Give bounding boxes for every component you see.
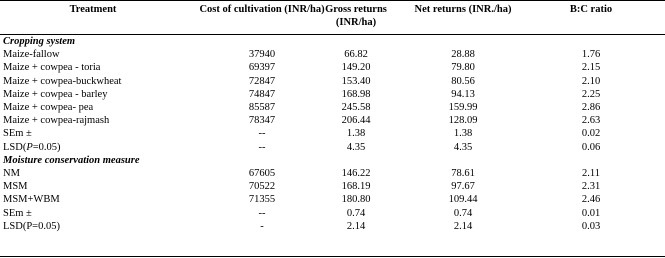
table-row [0, 88, 665, 101]
cell-treatment: LSD(P=0.05) [3, 220, 60, 232]
cell-bc-ratio: 2.86 [581, 102, 601, 113]
cell-cost: 78347 [248, 115, 276, 127]
cell-gross: 206.44 [341, 115, 371, 127]
table-row [0, 141, 665, 154]
cell-bc-ratio: 0.02 [581, 128, 601, 140]
cell-treatment: Maize + cowpea- pea [3, 102, 94, 113]
cell-cost: 85587 [248, 102, 276, 113]
cell-cost: -- [258, 128, 266, 140]
cell-bc-ratio: 2.31 [581, 181, 601, 193]
cell-net: 0.74 [453, 207, 473, 219]
cell-bc-ratio: 2.15 [581, 62, 601, 74]
cell-bc-ratio: 1.76 [581, 49, 601, 61]
cell-treatment: Maize + cowpea-rajmash [3, 115, 110, 127]
cell-cost: 71355 [248, 194, 276, 206]
cell-bc-ratio: 0.06 [581, 141, 601, 153]
cell-cost: -- [258, 207, 266, 219]
cell-cost: -- [258, 141, 266, 153]
cell-bc-ratio: 2.63 [581, 115, 601, 127]
cell-net: 78.61 [451, 168, 475, 179]
cell-treatment: LSD(P=0.05) [3, 141, 61, 153]
cell-gross: 66.82 [344, 49, 368, 61]
cell-treatment: Maize + cowpea - toria [3, 62, 101, 74]
cell-net: 159.99 [448, 102, 478, 113]
cell-treatment: Maize-fallow [3, 49, 60, 61]
cell-bc-ratio: 2.25 [581, 88, 601, 100]
cell-gross: 180.80 [341, 194, 371, 206]
cell-gross: 2.14 [346, 220, 366, 232]
table-row [0, 114, 665, 127]
section-heading-row [0, 35, 665, 48]
cell-treatment: Maize + cowpea-buckwheat [3, 75, 122, 87]
cell-treatment: SEm ± [3, 128, 32, 140]
header-treatment: Treatment [69, 4, 117, 15]
cell-net: 79.80 [451, 62, 475, 74]
cell-bc-ratio: 0.03 [581, 220, 601, 232]
cell-gross: 168.19 [341, 181, 371, 193]
cell-gross: 0.74 [346, 207, 366, 219]
cell-net: 1.38 [453, 128, 473, 140]
header-bc-ratio: B:C ratio [569, 4, 613, 15]
table-row [0, 75, 665, 88]
table-row [0, 220, 665, 233]
cell-gross: 153.40 [341, 75, 371, 87]
section-heading: Moisture conservation measure [3, 154, 140, 166]
cell-treatment: MSM+WBM [3, 194, 60, 206]
cell-gross: 149.20 [341, 62, 371, 74]
cell-treatment: SEm ± [3, 207, 32, 219]
table-row [0, 193, 665, 206]
cell-cost: 69397 [248, 62, 276, 74]
cell-net: 128.09 [448, 115, 478, 127]
table-top-rule [0, 0, 665, 1]
header-cost-of-cultivation: Cost of cultivation (INR/ha) [199, 4, 325, 15]
cell-treatment: MSM [3, 181, 28, 193]
cell-gross: 146.22 [341, 168, 371, 179]
cell-cost: 74847 [248, 88, 276, 100]
cell-cost: - [260, 220, 264, 232]
cell-net: 2.14 [453, 220, 473, 232]
cell-net: 109.44 [448, 194, 478, 206]
table-row [0, 101, 665, 114]
cell-net: 94.13 [451, 88, 475, 100]
cell-bc-ratio: 2.10 [581, 75, 601, 87]
section-heading-row [0, 154, 665, 167]
cell-net: 80.56 [451, 75, 475, 87]
table-row [0, 207, 665, 220]
cell-gross: 168.98 [341, 88, 371, 100]
cell-net: 28.88 [451, 49, 475, 61]
table-row [0, 167, 665, 180]
cell-cost: 67605 [248, 168, 276, 179]
header-net-returns: Net returns (INR./ha) [414, 4, 512, 15]
cell-gross: 245.58 [341, 102, 371, 113]
cell-gross: 4.35 [346, 141, 366, 153]
cell-treatment: NM [3, 168, 20, 179]
cell-cost: 70522 [248, 181, 276, 193]
table-row [0, 180, 665, 193]
cell-bc-ratio: 0.01 [581, 207, 601, 219]
cell-bc-ratio: 2.11 [582, 168, 600, 179]
cell-net: 97.67 [451, 181, 475, 193]
cell-bc-ratio: 2.46 [581, 194, 601, 206]
table-row [0, 61, 665, 74]
table-row [0, 48, 665, 61]
table-row [0, 127, 665, 140]
cell-cost: 37940 [248, 49, 276, 61]
cell-treatment: Maize + cowpea - barley [3, 88, 108, 100]
cell-net: 4.35 [453, 141, 473, 153]
cell-gross: 1.38 [346, 128, 366, 140]
cell-cost: 72847 [248, 75, 276, 87]
table-bottom-rule [0, 256, 665, 257]
section-heading: Cropping system [3, 36, 76, 47]
header-gross-returns: Gross returns (INR/ha) [325, 4, 387, 28]
